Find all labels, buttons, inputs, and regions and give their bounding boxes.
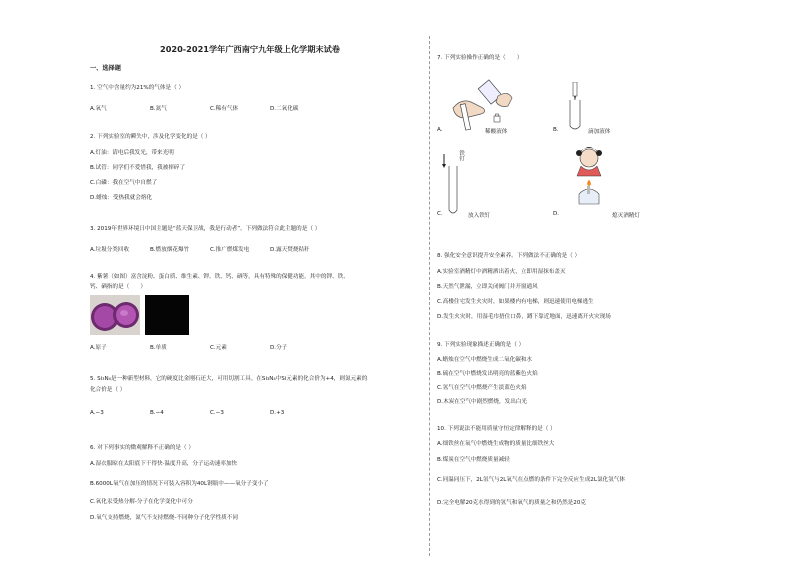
column-divider (429, 36, 430, 556)
purple-sweet-potato-photo (90, 295, 140, 335)
option-d: D.+3 (270, 410, 285, 416)
option-c-caption: 放入铁钉 (468, 213, 491, 219)
question-4-stem: 4. 紫薯（如图）富含淀粉、蛋白质、维生素、钾、铁、钙、硒等，具有特殊的保健功能。其中的钾、铁、 (90, 274, 349, 280)
option-b: B.硫在空气中燃烧发出明亮的蓝紫色火焰 (437, 371, 538, 377)
page-title: 2020-2021学年广西南宁九年级上化学期末试卷 (160, 44, 340, 54)
option-d: D.二氧化碳 (270, 106, 299, 112)
option-b: B.天然气泄漏，立即关闭阀门并开窗通风 (437, 284, 538, 290)
question-9-stem: 9. 下列实验现象描述正确的是（ ） (437, 342, 525, 348)
option-b: B.6000L氧气在加压的情况下可装入容积为40L钢瓶中——氧分子变小了 (90, 481, 269, 487)
option-a: A.原子 (90, 345, 107, 351)
option-b: B.燃放烟花爆竹 (150, 247, 190, 253)
option-c: C.元素 (210, 345, 227, 351)
question-3-stem: 3. 2019年世界环境日中国主题是“蓝天保卫战，我是行动者”。下列做法符合此主题的是（ ） (90, 226, 321, 232)
option-b: B.试管：同学们不爱惜我，我被摔碎了 (90, 165, 186, 171)
question-1-options (90, 104, 410, 113)
option-b: B.−4 (150, 410, 164, 416)
option-a-caption: 稀酸液体 (485, 129, 508, 135)
question-4-stem-cont: 钙、硒指的是（ ） (90, 284, 146, 290)
option-c: C.同温同压下，2L氢气与2L氧气在点燃的条件下完全反应生成2L氯化氢气体 (437, 477, 625, 483)
option-d: D.氧气支持燃烧，氮气不支持燃烧-不同种分子化学性质不同 (90, 515, 238, 521)
option-d: D.木炭在空气中剧烈燃烧，发出白光 (437, 399, 527, 405)
option-c-label: C. (437, 211, 443, 217)
option-d-label: D. (553, 211, 560, 217)
option-a: A.细铁丝在氧气中燃烧生成物的质量比细铁丝大 (437, 441, 555, 447)
option-d: D.发生火灾时，用湿毛巾捂住口鼻，蹲下靠近地面，迅速离开火灾现场 (437, 314, 611, 320)
option-d-caption: 熄灭酒精灯 (612, 213, 640, 219)
option-c: C.−3 (210, 410, 224, 416)
option-b: B.单质 (150, 345, 167, 351)
question-5-options (90, 410, 410, 419)
option-a: A.灯油：请电后我发光，带来光明 (90, 150, 174, 156)
iron-nail-test-tube-illustration (440, 152, 460, 218)
option-a: A.蜡烛在空气中燃烧生成二氧化碳和水 (437, 357, 533, 363)
option-a: A.实验室酒精灯中酒精洒出着火，立即用湿抹布盖灭 (437, 269, 566, 275)
option-a: A.氧气 (90, 106, 107, 112)
option-c: C.氢气在空气中燃烧产生淡蓝色火焰 (437, 385, 527, 391)
section-heading: 一、选择题 (90, 65, 121, 72)
option-c: C.推广燃煤发电 (210, 247, 250, 253)
option-d: D.完全电解20克水得到的氢气和氧气的质量之和仍然是20克 (437, 500, 586, 506)
option-a: A.−3 (90, 410, 104, 416)
question-10-stem: 10. 下列说法不能用质量守恒定律解释的是（ ） (437, 426, 556, 432)
dropper-test-tube-illustration (560, 82, 590, 132)
question-5-stem: 5. Si₃N₄是一种新型材料，它的硬度比金刚石还大，可用切割工具。在Si₃N₄中Si元素的化合价为+4，则氮元素的 (90, 376, 368, 382)
question-8-stem: 8. 强化安全意识提升安全素养。下列做法不正确的是（ ） (437, 253, 581, 259)
bottle-icon (492, 113, 502, 123)
option-a-label: A. (437, 127, 443, 133)
option-d: D.蜡烛：受热我就会熔化 (90, 195, 153, 201)
option-a: A.垃圾分类回收 (90, 247, 130, 253)
option-c: C.稀有气体 (210, 106, 239, 112)
option-c: C.高楼住宅发生火灾时，如果楼内有电梯，则迅速使用电梯逃生 (437, 299, 594, 305)
question-7-stem: 7. 下列实验操作正确的是（ ） (437, 55, 523, 61)
option-b-label: B. (553, 127, 559, 133)
option-c-tag: 铁钉 (458, 150, 464, 162)
option-d: D.露天焚烧秸秆 (270, 247, 310, 253)
question-6-stem: 6. 对下列事实的微观解释不正确的是（ ） (90, 445, 194, 451)
question-2-stem: 2. 下列实验室的瞬失中，涉及化学变化的是（ ） (90, 134, 211, 140)
question-5-stem-cont: 化合价是（ ） (90, 387, 126, 393)
question-1-stem: 1. 空气中含量约为21%的气体是（ ） (90, 85, 185, 91)
blowing-alcohol-lamp-illustration (565, 144, 615, 216)
dark-photo (145, 295, 189, 335)
option-c: C.白磷：我在空气中自燃了 (90, 180, 158, 186)
option-b: B.煤炭在空气中燃烧质量减轻 (437, 457, 510, 463)
question-4-options (90, 343, 410, 352)
option-a: A.湿衣服晾在太阳底下干得快·温度升高，分子运动速率加快 (90, 461, 238, 467)
option-b-caption: 滴加液体 (588, 129, 611, 135)
question-3-options (90, 245, 420, 254)
option-d: D.分子 (270, 345, 288, 351)
option-b: B.氮气 (150, 106, 167, 112)
option-c: C.氧化汞受热分解-分子在化学变化中可分 (90, 499, 193, 505)
pouring-liquid-illustration (443, 78, 521, 136)
